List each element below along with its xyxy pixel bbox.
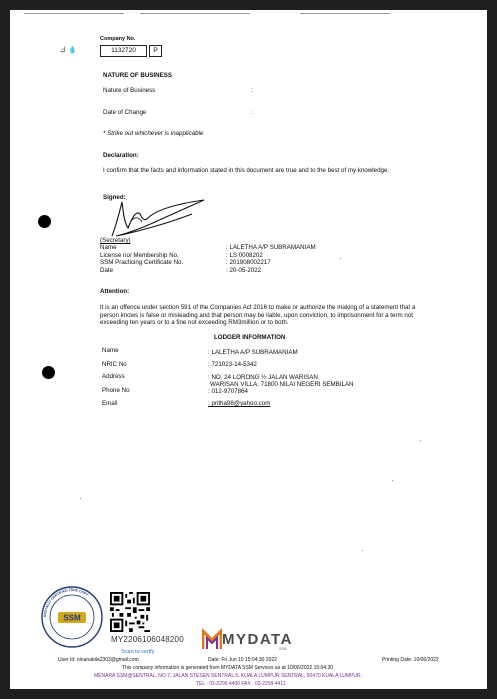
declarant-values [226,244,316,274]
signature [106,196,216,242]
declarant-label: Date [100,266,114,274]
lodger-heading: LODGER INFORMATION [214,334,286,341]
punch-hole [38,215,51,228]
mydata-m-icon [202,628,222,650]
scan-speck [80,498,81,499]
signed-label: Signed: [103,194,126,201]
mydata-logo [202,628,296,650]
declarant-value: : 201908002217 [226,259,271,267]
date-change-value: : [251,109,253,116]
scan-speck [392,480,393,481]
company-no-box: 1132720 [100,45,147,57]
nature-heading: NATURE OF BUSINESS [103,72,172,79]
nature-value: : [251,87,253,94]
lodger-label-email: Email [102,400,118,407]
seal-ring-text: DIGITALLY CERTIFIED TRUE COPY [42,587,90,618]
lodger-email: : pritha98@yahoo.com [208,400,271,407]
mydata-wordmark: MYDATA [222,631,293,648]
punch-hole [42,366,55,379]
strike-note: * Strike out whichever is inapplicable [103,130,204,137]
ssm-address: MENARA SSM@SENTRAL, NO 7, JALAN STESEN SENTRAL 5, KUALA LUMPUR SENTRAL, 50470 KUALA LUMPUR. [94,673,363,679]
printing-date: Printing Date: 10/06/2022 [382,657,439,663]
lodger-label-nric: NRIC No [102,361,127,368]
company-no-label: Company No. [100,36,136,42]
seal-center-text: SSM [63,613,81,623]
top-rule [24,13,124,14]
nature-label: Nature of Business [103,87,156,94]
generated-note: This company information is generated from MYDATA SSM Services as at 10/06/2022 15:04:30 [122,665,334,671]
lodger-label-phone: Phone No [102,387,130,394]
lodger-address-line1: : NO. 24 LORONG ½ JALAN WARISAN [208,374,318,381]
date-change-label: Date of Change [103,109,147,116]
scan-speck [340,258,341,259]
declaration-text: I confirm that the facts and information stated in this document are true and to the best of my knowledge. [103,167,390,174]
scan-speck [362,550,363,551]
lodger-nric: : 721023-14-5342 [208,361,257,368]
declarant-labels [100,244,183,274]
declarant-label: SSM Practicing Certificate No. [100,259,184,267]
user-id: User Id: ninanabila2303@gmail.com [58,657,139,663]
declarant-value: : 20-05-2022 [226,266,262,274]
declarant-label: Name [100,244,117,251]
declaration-heading: Declaration: [103,152,139,159]
secretary-label: (Secretary) [100,237,131,244]
lodger-name: : LALETHA A/P SUBRAMANIAM [208,349,298,356]
scan-speck [420,440,421,441]
top-rule [140,13,250,14]
lodger-label-address: Address [102,373,125,380]
lodger-label-name: Name [102,347,119,354]
margin-annotation: ك 💧 [60,46,77,54]
certificate-code: MY2206106048200 [111,635,184,644]
certified-copy-seal [40,585,104,649]
attention-text: It is an offence under section 591 of the Companies Act 2016 to make or authorize the making of a statement that a person knows is false or misleading and that person may be liable, upon conviction, to imprisonment for a term not exceeding ten years or to a fine not exceeding RM3million or to both. [100,304,416,327]
lodger-phone: : 012-9707864 [208,388,248,395]
attention-heading: Attention: [100,288,130,295]
top-rule [300,13,390,14]
ssm-contact: TEL : 03-2299 4400 FAX : 03-2299 4411 [196,681,286,687]
date-line: Date: Fri Jun 10 15:04:30 2022 [208,657,277,663]
document-page [10,10,487,689]
company-suffix-box: P [149,45,162,57]
verification-qr-code[interactable] [110,592,150,632]
declarant-value: : LS 0008202 [226,251,263,259]
declarant-label: License no/ Membership No. [100,251,179,259]
declarant-value: : LALETHA A/P SUBRAMANIAM [226,244,316,251]
lodger-address-line2: WARISAN VILLA, 71800 NILAI NEGERI SEMBILAN [210,381,354,388]
scan-to-verify: Scan to verify [121,649,155,655]
mydata-sub: SSM [279,647,287,651]
